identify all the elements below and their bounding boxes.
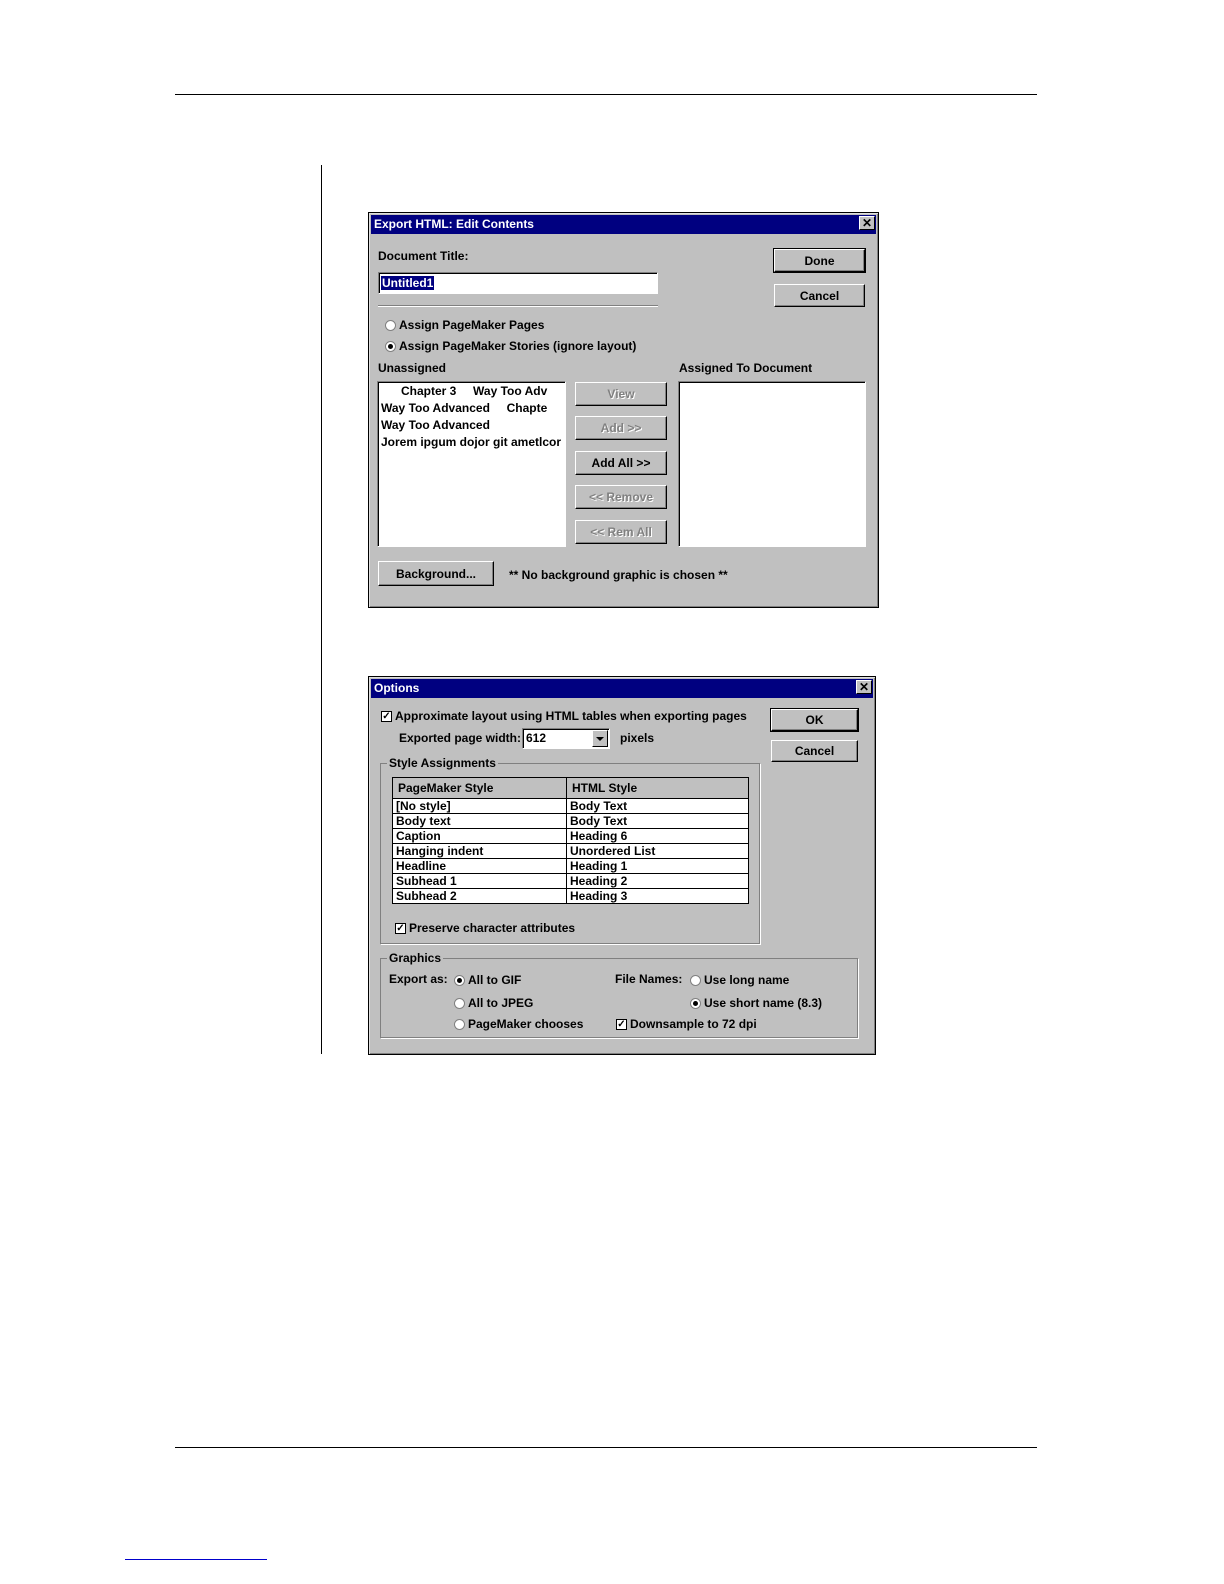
jpeg-label: All to JPEG (468, 996, 534, 1010)
options-dialog (368, 676, 876, 1055)
header-rule (175, 94, 1037, 95)
short-name-label: Use short name (8.3) (704, 996, 823, 1010)
long-name-label: Use long name (704, 973, 790, 987)
doc-title-input[interactable] (378, 272, 658, 294)
chevron-down-icon[interactable] (592, 730, 608, 747)
table-row[interactable] (393, 844, 749, 859)
graphics-label: Graphics (389, 951, 442, 965)
list-item[interactable]: Way Too Advanced (381, 418, 490, 432)
view-button[interactable]: View (575, 382, 667, 406)
html-style-cell[interactable]: Unordered List (567, 844, 749, 859)
file-names-label: File Names: (615, 972, 683, 986)
table-row[interactable] (393, 859, 749, 874)
preserve-label: Preserve character attributes (409, 921, 576, 935)
radio-assign-stories[interactable] (385, 341, 396, 352)
doc-title-label: Document Title: (378, 249, 469, 263)
footnote-rule (125, 1559, 267, 1560)
column-header-pm[interactable]: PageMaker Style (393, 778, 567, 799)
unassigned-list[interactable] (377, 381, 566, 547)
radio-jpeg[interactable] (454, 998, 465, 1009)
pm-style-cell[interactable]: Headline (393, 859, 567, 874)
background-button[interactable]: Background... (378, 561, 494, 586)
approx-layout-label: Approximate layout using HTML tables when exporting pages (395, 709, 747, 723)
column-header-html[interactable]: HTML Style (567, 778, 749, 799)
background-status: ** No background graphic is chosen ** (509, 568, 728, 582)
table-row[interactable] (393, 829, 749, 844)
approx-layout-checkbox[interactable]: ✓ (382, 711, 391, 722)
rem-all-button[interactable]: << Rem All (575, 520, 667, 544)
assigned-label: Assigned To Document (679, 361, 813, 375)
radio-pm-chooses[interactable] (454, 1019, 465, 1030)
pm-style-cell[interactable]: Caption (393, 829, 567, 844)
export-as-label: Export as: (389, 972, 448, 986)
footer-rule (175, 1447, 1037, 1448)
export-html-dialog (368, 212, 879, 608)
pm-style-cell[interactable]: Body text (393, 814, 567, 829)
done-button[interactable]: Done (774, 249, 865, 272)
radio-gif[interactable] (454, 975, 465, 986)
dialog-title: Export HTML: Edit Contents (371, 215, 876, 234)
doc-title-value: Untitled1 (382, 276, 434, 290)
downsample-checkbox[interactable]: ✓ (617, 1019, 626, 1030)
page-width-value: 612 (526, 731, 547, 745)
preserve-checkbox[interactable]: ✓ (396, 923, 405, 934)
pixels-label: pixels (620, 731, 655, 745)
list-item[interactable]: Chapter 3 Way Too Adv (401, 384, 548, 398)
html-style-cell[interactable]: Body Text (567, 799, 749, 814)
ok-button[interactable]: OK (771, 709, 858, 731)
style-assignments-label: Style Assignments (389, 756, 496, 770)
pm-style-cell[interactable]: Hanging indent (393, 844, 567, 859)
html-style-cell[interactable]: Heading 2 (567, 874, 749, 889)
table-row[interactable] (393, 889, 749, 904)
table-row[interactable] (393, 814, 749, 829)
radio-assign-pages[interactable] (385, 320, 396, 331)
close-icon[interactable]: ✕ (856, 680, 872, 694)
page-width-select[interactable] (522, 728, 610, 749)
html-style-cell[interactable]: Heading 1 (567, 859, 749, 874)
radio-pages-label: Assign PageMaker Pages (399, 318, 545, 332)
list-item[interactable]: Way Too Advanced Chapte (381, 401, 548, 415)
pm-style-cell[interactable]: [No style] (393, 799, 567, 814)
list-item[interactable]: Jorem ipgum dojor git ametlcor (381, 435, 562, 449)
table-row[interactable] (393, 874, 749, 889)
radio-stories-label: Assign PageMaker Stories (ignore layout) (399, 339, 637, 353)
style-table (392, 777, 749, 904)
margin-bar (321, 165, 322, 1054)
downsample-label: Downsample to 72 dpi (630, 1017, 757, 1031)
cancel-button[interactable]: Cancel (774, 284, 865, 307)
dialog-title: Options (371, 679, 873, 698)
separator (378, 305, 658, 307)
html-style-cell[interactable]: Body Text (567, 814, 749, 829)
add-button[interactable]: Add >> (575, 416, 667, 440)
html-style-cell[interactable]: Heading 3 (567, 889, 749, 904)
close-icon[interactable]: ✕ (859, 216, 875, 230)
remove-button[interactable]: << Remove (575, 485, 667, 509)
html-style-cell[interactable]: Heading 6 (567, 829, 749, 844)
add-all-button[interactable]: Add All >> (575, 451, 667, 475)
radio-short-name[interactable] (690, 998, 701, 1009)
unassigned-label: Unassigned (378, 361, 447, 375)
table-row[interactable] (393, 799, 749, 814)
page-width-label: Exported page width: (399, 731, 522, 745)
assigned-list[interactable] (678, 381, 866, 547)
pm-style-cell[interactable]: Subhead 2 (393, 889, 567, 904)
cancel-button[interactable]: Cancel (771, 740, 858, 762)
pm-chooses-label: PageMaker chooses (468, 1017, 584, 1031)
radio-long-name[interactable] (690, 975, 701, 986)
gif-label: All to GIF (468, 973, 522, 987)
pm-style-cell[interactable]: Subhead 1 (393, 874, 567, 889)
